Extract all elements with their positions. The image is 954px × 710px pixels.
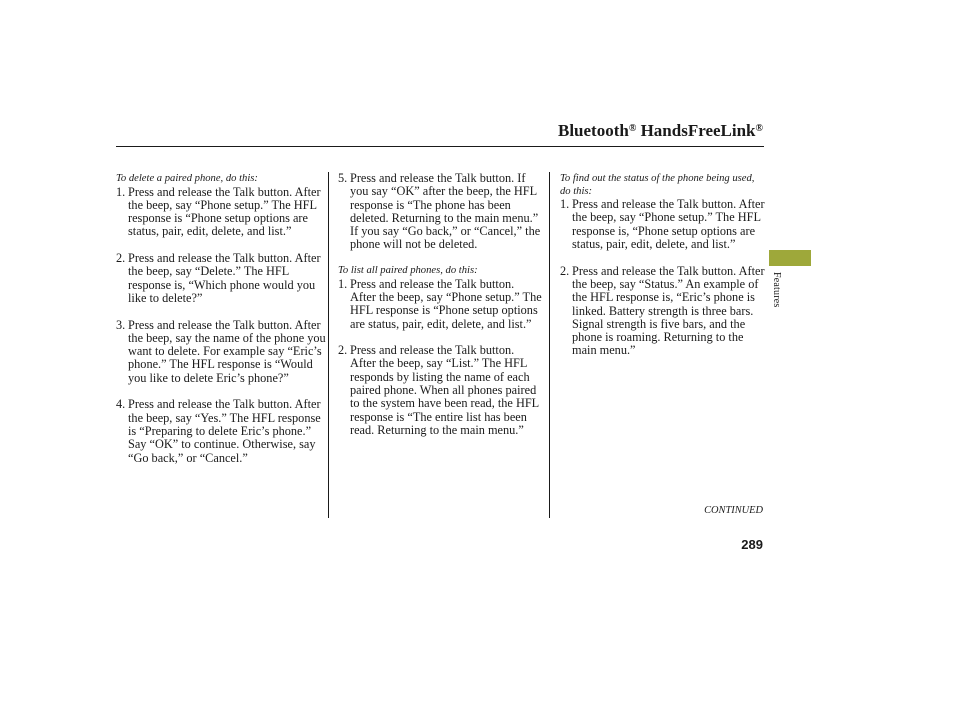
column-divider <box>328 172 329 518</box>
registered-mark: ® <box>628 123 637 134</box>
section-tab <box>769 250 811 266</box>
list-item <box>338 278 542 331</box>
step-number: 1. <box>116 184 126 199</box>
section-intro: To list all paired phones, do this: <box>338 265 478 277</box>
list-item <box>116 186 328 239</box>
list-item <box>560 265 765 358</box>
list-item <box>560 198 765 251</box>
list-item <box>116 319 328 385</box>
column-3 <box>560 173 765 371</box>
section-label: Features <box>771 272 782 308</box>
column-2 <box>338 172 542 451</box>
step-number: 1. <box>560 197 570 212</box>
step-text: Press and release the Talk button. If you say “OK” after the beep, the HFL response is “The phone has been deleted. Returning to the main menu.” If you say “Go back,” or “Cancel,” the phone will not be deleted. <box>350 171 541 252</box>
step-text: Press and release the Talk button. After the beep, say “Phone setup.” The HFL response is “Phone setup options are status, pair, edit, delete, and list.” <box>128 184 321 239</box>
section-intro: To delete a paired phone, do this: <box>116 173 258 184</box>
page-title <box>558 121 763 141</box>
list-item <box>116 398 328 464</box>
step-number: 2. <box>560 263 570 278</box>
header-rule <box>116 146 764 147</box>
step-number: 2. <box>116 251 126 266</box>
step-number: 4. <box>116 397 126 412</box>
step-number: 3. <box>116 317 126 332</box>
column-1 <box>116 173 328 478</box>
step-number: 2. <box>338 343 348 358</box>
section-intro: To find out the status of the phone being used, do this: <box>560 173 755 197</box>
step-text: Press and release the Talk button. After the beep, say the name of the phone you want to delete. For example say “Eric’s phone.” The HFL response is “Would you like to delete Eric’s phone?” <box>128 317 326 385</box>
column-divider <box>549 172 550 518</box>
step-text: Press and release the Talk button. After the beep, say “Phone setup.” The HFL response is, “Phone setup options are status, pair, edit, delete, and list.” <box>572 197 765 252</box>
step-text: Press and release the Talk button. After the beep, say “Phone setup.” The HFL response is “Phone setup options are status, pair, edit, delete, and list.” <box>350 276 542 331</box>
registered-mark: ® <box>755 123 763 134</box>
page-number: 289 <box>741 537 763 552</box>
step-number: 5. <box>338 171 348 185</box>
step-number: 1. <box>338 276 348 291</box>
step-text: Press and release the Talk button. After the beep, say “Delete.” The HFL response is, “Which phone would you like to delete?” <box>128 251 321 305</box>
title-part1: Bluetooth <box>558 121 629 140</box>
continued-label: CONTINUED <box>704 505 763 516</box>
list-item <box>116 252 328 305</box>
list-item <box>338 344 542 437</box>
step-text: Press and release the Talk button. After the beep, say “List.” The HFL responds by listing the name of each paired phone. When all phones paired to the system have been read, the HFL response is “The entire list has been read. Returning to the main menu.” <box>350 343 539 437</box>
list-item <box>338 172 542 252</box>
title-part2: HandsFreeLink <box>636 121 756 140</box>
step-text: Press and release the Talk button. After the beep, say “Status.” An example of the HFL response is, “Eric’s phone is linked. Battery strength is three bars. Signal strength is five bars, and the phone is roaming. Returning to the main menu.” <box>572 263 765 358</box>
step-text: Press and release the Talk button. After the beep, say “Yes.” The HFL response is “Preparing to delete Eric’s phone.” Say “OK” to continue. Otherwise, say “Go back,” or “Cancel.” <box>128 397 321 465</box>
